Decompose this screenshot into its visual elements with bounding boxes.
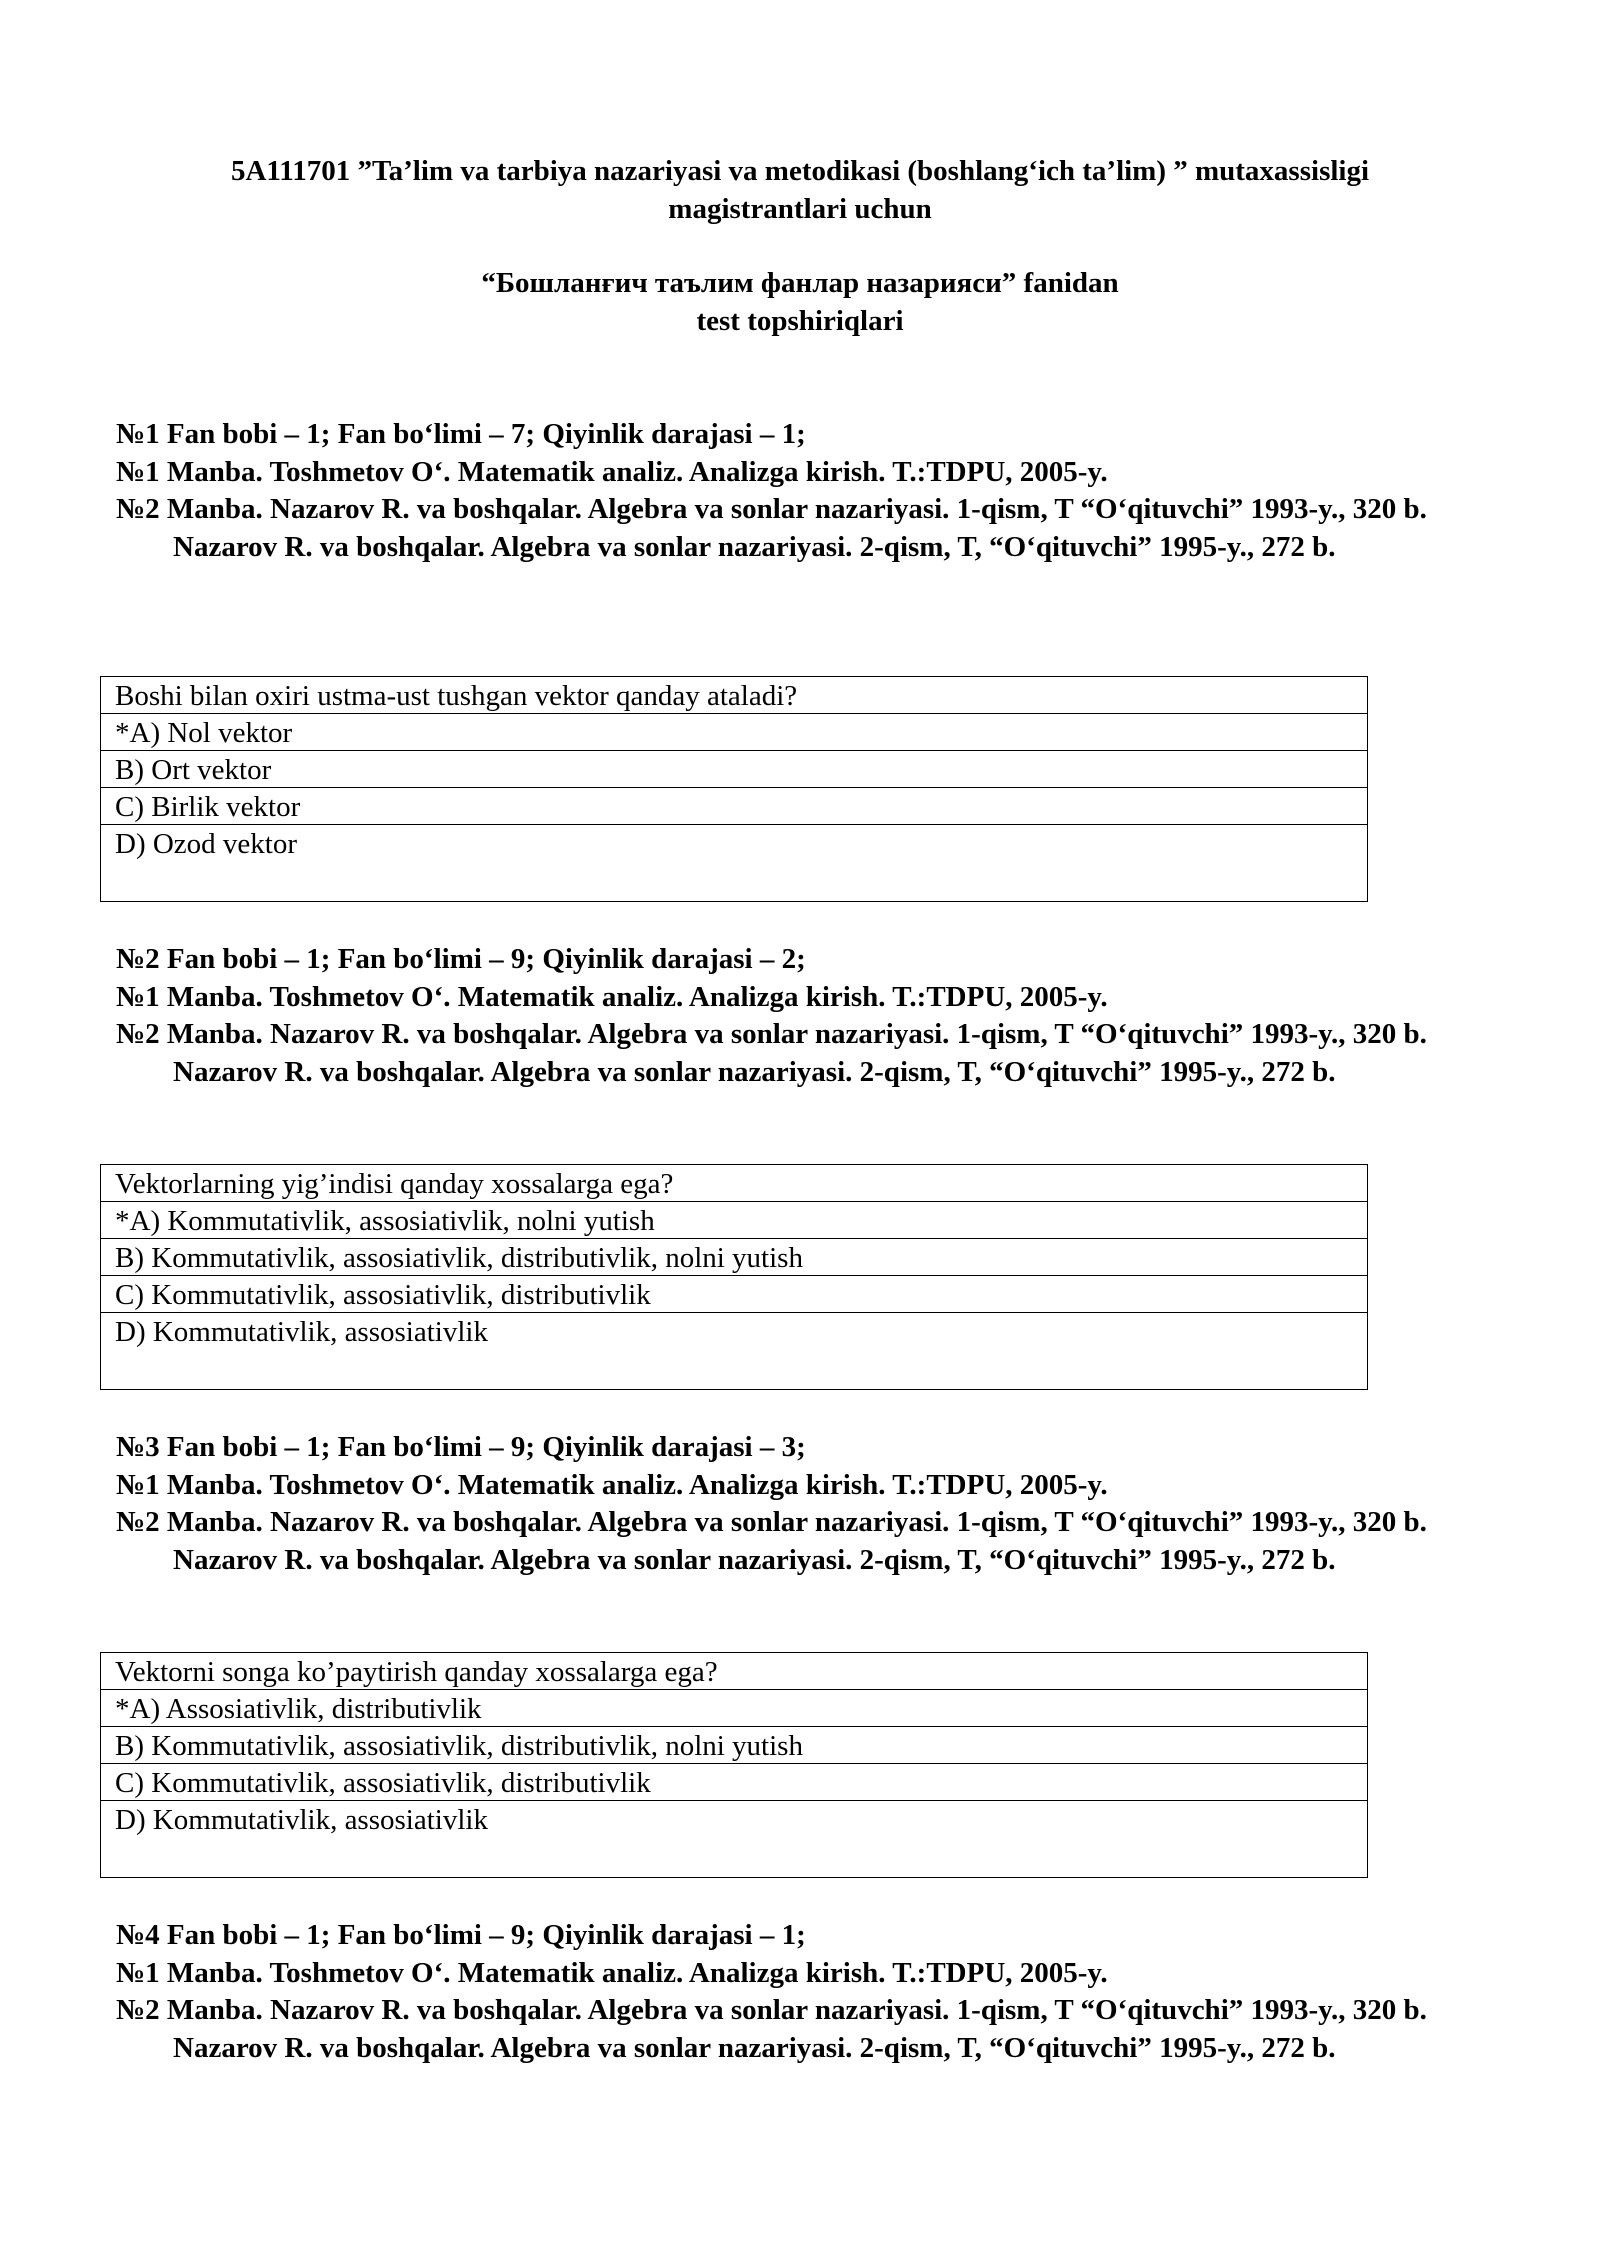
option-a: *A) Nol vektor (101, 714, 1367, 751)
question-source-2: №2 Manba. Nazarov R. va boshqalar. Algebra va sonlar nazariyasi. 1-qism, T “O‘qituvchi” 1993-y., 320 b. Nazarov R. va boshqalar. Algebra va sonlar nazariyasi. 2-qism, T, “O‘qituvchi” 1995-y., 272 b. (116, 1994, 1427, 2064)
title-line-2: magistrantlari uchun (668, 193, 932, 225)
question-1-header (116, 416, 1496, 566)
option-d: D) Kommutativlik, assosiativlik (115, 1316, 488, 1348)
question-text: Vektorlarning yig’indisi qanday xossalarga ega? (101, 1165, 1367, 1202)
question-source-2: №2 Manba. Nazarov R. va boshqalar. Algebra va sonlar nazariyasi. 1-qism, T “O‘qituvchi” 1993-y., 320 b. Nazarov R. va boshqalar. Algebra va sonlar nazariyasi. 2-qism, T, “O‘qituvchi” 1995-y., 272 b. (116, 1018, 1427, 1088)
question-source-1: №1 Manba. Toshmetov O‘. Matematik analiz. Analizga kirish. T.:TDPU, 2005-y. (116, 1468, 1108, 1501)
question-meta: №4 Fan bobi – 1; Fan bo‘limi – 9; Qiyinlik darajasi – 1; (116, 1919, 806, 1951)
subtitle-line-2: test topshiriqlari (696, 305, 904, 337)
question-3-header (116, 1429, 1496, 1579)
question-4-header (116, 1917, 1496, 2067)
question-source-2: №2 Manba. Nazarov R. va boshqalar. Algebra va sonlar nazariyasi. 1-qism, T “O‘qituvchi” 1993-y., 320 b. Nazarov R. va boshqalar. Algebra va sonlar nazariyasi. 2-qism, T, “O‘qituvchi” 1995-y., 272 b. (116, 1506, 1427, 1576)
option-b: B) Ort vektor (101, 751, 1367, 788)
option-b: B) Kommutativlik, assosiativlik, distributivlik, nolni yutish (101, 1727, 1367, 1764)
option-d: D) Kommutativlik, assosiativlik (115, 1804, 488, 1836)
question-3-table (100, 1652, 1368, 1878)
question-source-1: №1 Manba. Toshmetov O‘. Matematik analiz. Analizga kirish. T.:TDPU, 2005-y. (116, 455, 1108, 488)
option-c: C) Kommutativlik, assosiativlik, distributivlik (101, 1764, 1367, 1801)
option-b: B) Kommutativlik, assosiativlik, distributivlik, nolni yutish (101, 1239, 1367, 1276)
document-subtitle (100, 264, 1500, 340)
question-text: Vektorni songa ko’paytirish qanday xossalarga ega? (101, 1653, 1367, 1690)
option-c: C) Kommutativlik, assosiativlik, distributivlik (101, 1276, 1367, 1313)
option-a: *A) Assosiativlik, distributivlik (101, 1690, 1367, 1727)
question-source-1: №1 Manba. Toshmetov O‘. Matematik analiz. Analizga kirish. T.:TDPU, 2005-y. (116, 980, 1108, 1013)
question-source-2: №2 Manba. Nazarov R. va boshqalar. Algebra va sonlar nazariyasi. 1-qism, T “O‘qituvchi” 1993-y., 320 b. Nazarov R. va boshqalar. Algebra va sonlar nazariyasi. 2-qism, T, “O‘qituvchi” 1995-y., 272 b. (116, 493, 1427, 563)
option-c: C) Birlik vektor (101, 788, 1367, 825)
question-meta: №1 Fan bobi – 1; Fan bo‘limi – 7; Qiyinlik darajasi – 1; (116, 418, 806, 450)
question-source-1: №1 Manba. Toshmetov O‘. Matematik analiz. Analizga kirish. T.:TDPU, 2005-y. (116, 1956, 1108, 1989)
subtitle-line-1: “Бошланғич таълим фанлар назарияси” fanidan (481, 267, 1119, 299)
option-d: D) Ozod vektor (115, 828, 298, 860)
option-a: *A) Kommutativlik, assosiativlik, nolni yutish (101, 1202, 1367, 1239)
question-2-table (100, 1164, 1368, 1390)
question-2-header (116, 941, 1496, 1091)
document-title (100, 152, 1500, 228)
title-line-1: 5A111701 ”Ta’lim va tarbiya nazariyasi va metodikasi (boshlang‘ich ta’lim) ” mutaxassisligi (230, 155, 1370, 187)
question-text: Boshi bilan oxiri ustma-ust tushgan vektor qanday ataladi? (101, 677, 1367, 714)
question-meta: №3 Fan bobi – 1; Fan bo‘limi – 9; Qiyinlik darajasi – 3; (116, 1431, 806, 1463)
question-1-table (100, 676, 1368, 902)
question-meta: №2 Fan bobi – 1; Fan bo‘limi – 9; Qiyinlik darajasi – 2; (116, 943, 806, 975)
